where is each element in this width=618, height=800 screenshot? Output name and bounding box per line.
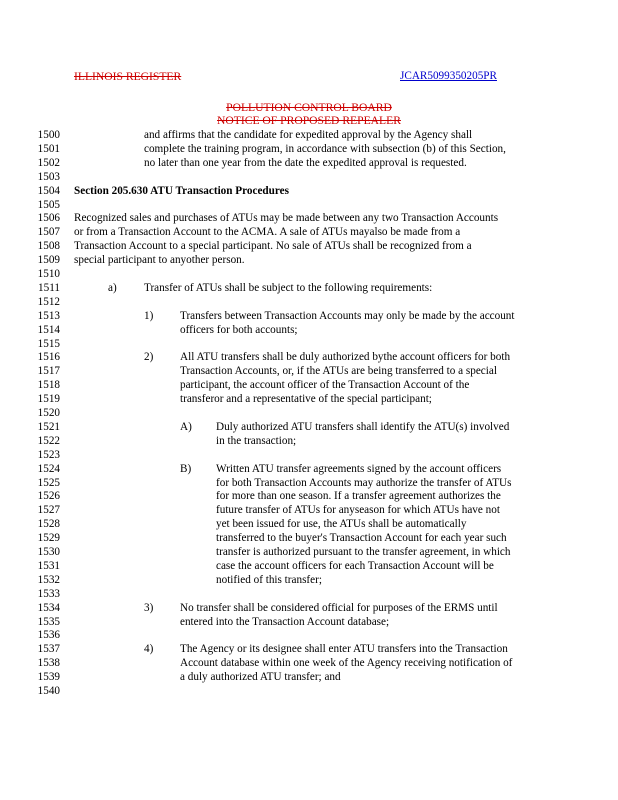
line-text: Duly authorized ATU transfers shall identify the ATU(s) involved: [216, 420, 510, 433]
line-text: case the account officers for each Transaction Account will be: [216, 559, 494, 572]
line-text: yet been issued for use, the ATUs shall be automatically: [216, 518, 467, 531]
line-number: 1513: [37, 309, 60, 322]
register-title: ILLINOIS REGISTER: [74, 70, 182, 83]
line-text: a duly authorized ATU transfer; and: [180, 671, 341, 684]
document-line: [34, 560, 614, 573]
line-text: participant, the account officer of the Transaction Account of the: [180, 379, 470, 392]
line-text: The Agency or its designee shall enter ATU transfers into the Transaction: [180, 643, 508, 656]
item-label: 1): [144, 309, 154, 322]
line-number: 1531: [37, 559, 60, 572]
line-number: 1508: [37, 240, 60, 253]
line-text: Account database within one week of the Agency receiving notification of: [180, 657, 513, 670]
line-text: future transfer of ATUs for anyseason for which ATUs have not: [216, 504, 500, 517]
line-number: 1512: [37, 295, 60, 308]
line-text: no later than one year from the date the expedited approval is requested.: [144, 156, 467, 169]
document-line: [34, 254, 614, 267]
line-number: 1538: [37, 657, 60, 670]
line-number: 1540: [37, 685, 60, 697]
line-number: 1500: [37, 129, 60, 141]
document-line: [34, 449, 614, 462]
document-line: [34, 171, 614, 184]
line-number: 1518: [37, 379, 60, 392]
document-line: [34, 532, 614, 545]
document-line: [34, 574, 614, 587]
line-text: All ATU transfers shall be duly authorized bythe account officers for both: [180, 351, 511, 364]
line-number: 1504: [37, 184, 60, 197]
line-number: 1507: [37, 226, 60, 239]
line-number: 1530: [37, 546, 60, 558]
document-line: [34, 504, 614, 517]
document-line: [34, 351, 614, 364]
document-line: [34, 129, 614, 142]
document-line: [34, 296, 614, 309]
line-text: for both Transaction Accounts may authorize the transfer of ATUs: [216, 476, 512, 489]
document-line: [34, 602, 614, 615]
line-number: 1536: [37, 629, 60, 642]
document-line: [34, 268, 614, 281]
line-number: 1535: [37, 615, 60, 628]
document-line: [34, 671, 614, 684]
line-text: transfer is authorized pursuant to the transfer agreement, in which: [216, 546, 511, 558]
line-number: 1532: [37, 573, 60, 586]
section-heading: Section 205.630 ATU Transaction Procedures: [74, 184, 289, 197]
item-label: B): [180, 462, 192, 475]
line-number: 1503: [37, 170, 60, 183]
line-number: 1516: [37, 351, 60, 364]
document-line: [34, 629, 614, 642]
line-number: 1511: [38, 281, 60, 294]
line-text: Recognized sales and purchases of ATUs may be made between any two Transaction Accounts: [74, 212, 499, 225]
document-line: [34, 310, 614, 323]
document-line: [34, 199, 614, 212]
line-text: for more than one season. If a transfer agreement authorizes the: [216, 490, 501, 503]
document-line: [34, 338, 614, 351]
item-label: 3): [144, 601, 154, 614]
line-text: special participant to anyother person.: [74, 254, 245, 267]
line-number: 1506: [37, 212, 60, 225]
item-label: A): [180, 420, 192, 433]
document-line: [34, 518, 614, 531]
document-line: [34, 407, 614, 420]
line-number: 1527: [37, 504, 60, 517]
item-label: 2): [144, 351, 154, 364]
line-text: entered into the Transaction Account database;: [180, 615, 390, 628]
document-line: [34, 643, 614, 656]
document-line: [34, 379, 614, 392]
document-line: [34, 212, 614, 225]
line-text: transferred to the buyer's Transaction Account for each year such: [216, 532, 507, 545]
line-number: 1509: [37, 254, 60, 267]
document-line: [34, 282, 614, 295]
line-number: 1514: [37, 323, 60, 336]
line-number: 1515: [37, 337, 60, 350]
line-number: 1523: [37, 448, 60, 461]
document-line: [34, 490, 614, 503]
line-number: 1501: [37, 142, 60, 155]
line-text: and affirms that the candidate for expedited approval by the Agency shall: [144, 129, 473, 141]
line-number: 1502: [37, 156, 60, 169]
line-number: 1534: [37, 601, 60, 614]
document-line: [34, 185, 614, 198]
line-text: or from a Transaction Account to the ACMA. A sale of ATUs mayalso be made from a: [74, 226, 461, 239]
register-code-link[interactable]: JCAR5099350205PR: [400, 70, 497, 82]
line-number: 1521: [37, 420, 60, 433]
line-text: Transfer of ATUs shall be subject to the following requirements:: [144, 281, 433, 294]
line-number: 1522: [37, 434, 60, 447]
line-text: Transaction Accounts, or, if the ATUs are being transferred to a special: [180, 365, 497, 378]
document-line: [34, 463, 614, 476]
line-number: 1517: [37, 365, 60, 378]
line-number: 1510: [37, 268, 60, 280]
document-line: [34, 421, 614, 434]
line-text: Written ATU transfer agreements signed by the account officers: [216, 462, 502, 475]
line-text: notified of this transfer;: [216, 573, 322, 586]
line-text: Transfers between Transaction Accounts may only be made by the account: [180, 309, 515, 322]
document-line: [34, 588, 614, 601]
line-text: No transfer shall be considered official for purposes of the ERMS until: [180, 601, 498, 614]
line-text: in the transaction;: [216, 434, 297, 447]
item-label: 4): [144, 643, 154, 656]
notice-title: NOTICE OF PROPOSED REPEALER: [217, 114, 401, 127]
line-number: 1528: [37, 518, 60, 531]
board-title: POLLUTION CONTROL BOARD: [226, 101, 392, 114]
line-number: 1524: [37, 462, 60, 475]
line-number: 1519: [37, 393, 60, 406]
document-line: [34, 240, 614, 253]
line-number: 1526: [37, 490, 60, 503]
line-text: Transaction Account to a special participant. No sale of ATUs shall be recognized from a: [74, 240, 472, 253]
line-number: 1505: [37, 198, 60, 211]
line-text: complete the training program, in accordance with subsection (b) of this Section,: [144, 142, 506, 155]
document-line: [34, 365, 614, 378]
document-line: [34, 657, 614, 670]
document-line: [34, 435, 614, 448]
document-line: [34, 477, 614, 490]
line-number: 1529: [37, 532, 60, 545]
line-number: 1525: [37, 476, 60, 489]
document-line: [34, 324, 614, 337]
document-line: [34, 546, 614, 559]
line-number: 1520: [37, 407, 60, 419]
line-text: transferor and a representative of the special participant;: [180, 393, 432, 406]
document-line: [34, 226, 614, 239]
document-line: [34, 157, 614, 170]
line-number: 1539: [37, 671, 60, 684]
line-number: 1537: [37, 643, 60, 656]
document-line: [34, 685, 614, 698]
line-text: officers for both accounts;: [180, 323, 298, 336]
document-line: [34, 143, 614, 156]
item-label: a): [108, 281, 117, 294]
line-number: 1533: [37, 587, 60, 600]
document-line: [34, 393, 614, 406]
document-line: [34, 616, 614, 629]
